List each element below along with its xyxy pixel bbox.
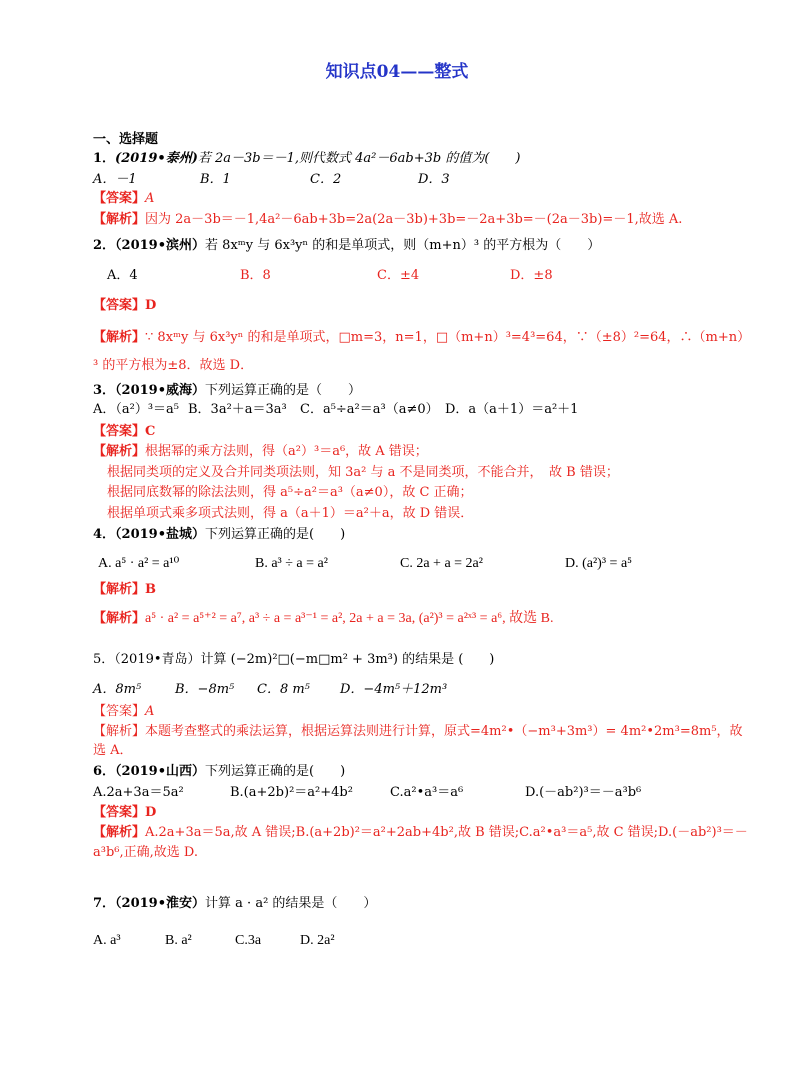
question-2-option-d: D．±8	[510, 268, 553, 283]
analysis-label: 【解析】	[93, 724, 146, 739]
question-7-option-c: C.3a	[235, 933, 262, 948]
question-6-analysis-line-2: a³b⁶,正确,故选 D.	[93, 845, 198, 860]
question-source: （2019•滨州）	[115, 238, 206, 253]
question-5-stem	[93, 652, 494, 668]
question-text: 计算 (−2m)²□(−m□m² + 3m³) 的结果是 ( )	[200, 652, 495, 667]
question-6-analysis-line-1	[93, 825, 748, 841]
question-2-stem	[93, 238, 600, 254]
question-4-option-a: A. a⁵ · a² = a¹⁰	[98, 556, 180, 571]
question-7-option-b: B. a²	[165, 933, 192, 948]
question-5-option-c: C．8 m⁵	[257, 682, 310, 697]
question-3-answer	[93, 424, 155, 440]
question-text: 计算 a · a² 的结果是（ ）	[205, 896, 377, 911]
analysis-label: 【解析】	[93, 212, 146, 227]
question-text: 下列运算正确的是( )	[205, 764, 346, 779]
question-number: 1．	[93, 151, 116, 166]
question-1-option-a: A．－1	[93, 172, 137, 187]
question-2-answer	[93, 298, 156, 314]
analysis-text: a⁵ · a² = a⁵⁺² = a⁷, a³ ÷ a = a³⁻¹ = a², 2a + a = 3a, (a²)³ = a²ˣ³ = a⁶, 故选 B.	[145, 611, 554, 626]
section-heading: 一、选择题	[93, 132, 159, 147]
question-4-analysis	[93, 611, 554, 627]
question-source: （2019•威海）	[115, 383, 206, 398]
analysis-label: 【解析】	[93, 825, 146, 840]
analysis-text: A.2a+3a＝5a,故 A 错误;B.(a+2b)²＝a²+2ab+4b²,故 B 错误;C.a²•a³＝a⁵,故 C 错误;D.(－ab²)³＝－	[145, 825, 748, 840]
question-6-option-a: A.2a+3a＝5a²	[93, 785, 184, 800]
question-1-stem	[93, 151, 520, 167]
answer-value: B	[145, 582, 157, 597]
question-3-analysis-line-1	[93, 444, 428, 460]
question-4-option-c: C. 2a + a = 2a²	[400, 556, 483, 571]
question-5-option-b: B．−8m⁵	[175, 682, 235, 697]
question-text: 若 8xᵐy 与 6x³yⁿ 的和是单项式，则（m+n）³ 的平方根为（ ）	[205, 238, 601, 253]
answer-value: C	[145, 424, 156, 439]
question-3-option-c: C．a⁵÷a²＝a³（a≠0）	[300, 402, 439, 417]
question-3-option-b: B．3a²＋a＝3a³	[188, 402, 287, 417]
question-5-option-a: A．8m⁵	[93, 682, 142, 697]
question-1-analysis	[93, 212, 682, 228]
question-5-option-d: D．−4m⁵＋12m³	[340, 682, 448, 697]
analysis-text: 本题考查整式的乘法运算，根据运算法则进行计算，原式=4m²•（−m³+3m³）= 4m²•2m³=8m⁵，故	[145, 724, 743, 739]
question-source: (2019•泰州)	[115, 151, 198, 166]
question-6-option-c: C.a²•a³＝a⁶	[390, 785, 464, 800]
question-7-option-d: D. 2a²	[300, 933, 335, 948]
answer-label: 【解析】	[93, 582, 146, 597]
analysis-label: 【解析】	[93, 444, 146, 459]
question-number: 3．	[93, 383, 116, 398]
question-3-analysis-line-3: 根据同底数幂的除法法则，得 a⁵÷a²＝a³（a≠0），故 C 正确；	[107, 485, 473, 500]
analysis-label: 【解析】	[93, 611, 146, 626]
question-3-analysis-line-2: 根据同类项的定义及合并同类项法则，知 3a² 与 a 不是同类项，不能合并， 故 B 错误；	[107, 465, 619, 480]
question-2-option-b: B．8	[240, 268, 271, 283]
question-number: 4．	[93, 527, 116, 542]
answer-value: D	[145, 298, 157, 313]
question-3-analysis-line-4: 根据单项式乘多项式法则，得 a（a＋1）＝a²＋a，故 D 错误．	[107, 506, 474, 521]
question-number: 7．	[93, 896, 116, 911]
answer-label: 【答案】	[93, 704, 146, 719]
question-2-option-c: C．±4	[377, 268, 420, 283]
question-3-option-a: A．（a²）³＝a⁵	[93, 402, 180, 417]
question-text: 若 2a－3b＝－1,则代数式 4a²－6ab+3b 的值为( )	[197, 151, 521, 166]
question-7-stem	[93, 896, 376, 912]
question-1-answer	[93, 191, 154, 207]
question-source: （2019•山西）	[115, 764, 206, 779]
question-1-option-d: D．3	[418, 172, 450, 187]
question-2-analysis-line-2: ³ 的平方根为±8．故选 D．	[93, 358, 254, 373]
answer-label: 【答案】	[93, 191, 146, 206]
question-5-analysis-line-1	[93, 724, 743, 740]
question-1-option-c: C．2	[310, 172, 342, 187]
question-4-option-d: D. (a²)³ = a⁵	[565, 556, 633, 571]
answer-value: A	[145, 704, 155, 719]
page-title: 知识点04——整式	[325, 62, 469, 82]
question-5-answer	[93, 704, 154, 720]
answer-label: 【答案】	[93, 805, 146, 820]
question-4-option-b: B. a³ ÷ a = a²	[255, 556, 328, 571]
question-6-answer	[93, 805, 156, 821]
question-2-option-a: A．4	[107, 268, 138, 283]
question-6-option-b: B.(a+2b)²＝a²+4b²	[230, 785, 353, 800]
answer-value: A	[145, 191, 155, 206]
answer-value: D	[145, 805, 157, 820]
question-5-analysis-line-2: 选 A．	[93, 743, 133, 758]
analysis-text: 根据幂的乘方法则，得（a²）³＝a⁶，故 A 错误；	[145, 444, 428, 459]
question-text: 下列运算正确的是( )	[205, 527, 346, 542]
analysis-text: ∵ 8xᵐy 与 6x³yⁿ 的和是单项式，□m=3，n=1，□（m+n）³=4³=64，∵（±8）²=64，∴（m+n）	[145, 330, 751, 345]
question-2-analysis-line-1	[93, 330, 750, 346]
question-7-option-a: A. a³	[93, 933, 121, 948]
question-3-stem	[93, 383, 361, 399]
question-4-answer	[93, 582, 156, 598]
question-number: 6．	[93, 764, 116, 779]
question-6-stem	[93, 764, 345, 780]
question-4-stem	[93, 527, 345, 543]
question-source: （2019•淮安）	[115, 896, 206, 911]
question-text: 下列运算正确的是（ ）	[205, 383, 362, 398]
analysis-label: 【解析】	[93, 330, 146, 345]
question-6-option-d: D.(－ab²)³＝－a³b⁶	[525, 785, 642, 800]
answer-label: 【答案】	[93, 424, 146, 439]
answer-label: 【答案】	[93, 298, 146, 313]
question-3-option-d: D．a（a＋1）＝a²＋1	[445, 402, 579, 417]
analysis-text: 因为 2a－3b＝－1,4a²－6ab+3b=2a(2a－3b)+3b=－2a+3b=－(2a－3b)=－1,故选 A.	[145, 212, 683, 227]
question-1-option-b: B．1	[200, 172, 231, 187]
question-number: 5．	[93, 652, 115, 667]
question-number: 2．	[93, 238, 116, 253]
question-source: （2019•盐城）	[115, 527, 206, 542]
question-source: （2019•青岛）	[114, 652, 201, 667]
